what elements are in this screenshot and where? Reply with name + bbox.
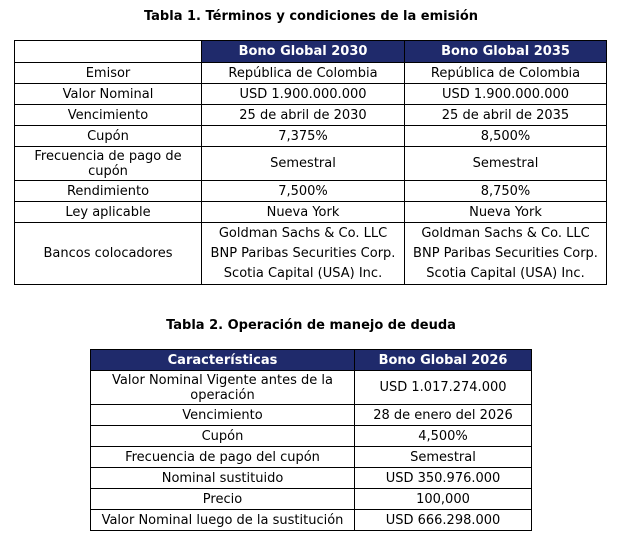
cell-frecuencia: Semestral [355, 447, 532, 468]
row-label-emisor: Emisor [15, 63, 202, 84]
cell-ley-aplicable-2035: Nueva York [405, 202, 607, 223]
table-row [15, 202, 607, 223]
row-label-cupon: Cupón [91, 426, 355, 447]
table2-header-bono-2026: Bono Global 2026 [355, 350, 532, 371]
cell-emisor-2035: República de Colombia [405, 63, 607, 84]
bank-name: BNP Paribas Securities Corp. [413, 245, 598, 261]
cell-vencimiento: 28 de enero del 2026 [355, 405, 532, 426]
cell-precio: 100,000 [355, 489, 532, 510]
bank-name: Goldman Sachs & Co. LLC [421, 225, 590, 241]
table-row [15, 105, 607, 126]
cell-cupon: 4,500% [355, 426, 532, 447]
table-row [91, 510, 532, 531]
cell-ley-aplicable-2030: Nueva York [202, 202, 405, 223]
cell-valor-nominal-2030: USD 1.900.000.000 [202, 84, 405, 105]
row-label-vencimiento: Vencimiento [15, 105, 202, 126]
cell-rendimiento-2035: 8,750% [405, 181, 607, 202]
table-row [91, 447, 532, 468]
cell-vencimiento-2035: 25 de abril de 2035 [405, 105, 607, 126]
table1-bond-terms [14, 40, 607, 285]
table1-header-bono-2035: Bono Global 2035 [405, 41, 607, 63]
row-label-precio: Precio [91, 489, 355, 510]
bank-name: Scotia Capital (USA) Inc. [223, 265, 383, 281]
bank-name: Goldman Sachs & Co. LLC [218, 225, 388, 241]
row-label-frecuencia: Frecuencia de pago de cupón [15, 147, 202, 181]
row-label-valor-nominal-luego: Valor Nominal luego de la sustitución [91, 510, 355, 531]
cell-valor-nominal-2035: USD 1.900.000.000 [405, 84, 607, 105]
cell-emisor-2030: República de Colombia [202, 63, 405, 84]
table-row [91, 371, 532, 405]
row-label-valor-nominal-vigente: Valor Nominal Vigente antes de la operación [91, 371, 355, 405]
table1-header-blank [15, 41, 202, 63]
table1-caption: Tabla 1. Términos y condiciones de la emisión [143, 9, 479, 24]
cell-valor-nominal-vigente: USD 1.017.274.000 [355, 371, 532, 405]
table2-debt-management [90, 349, 532, 531]
row-label-rendimiento: Rendimiento [15, 181, 202, 202]
row-label-valor-nominal: Valor Nominal [15, 84, 202, 105]
table-row [15, 63, 607, 84]
table-row [15, 126, 607, 147]
table2-caption: Tabla 2. Operación de manejo de deuda [166, 318, 456, 333]
cell-frecuencia-2030: Semestral [202, 147, 405, 181]
cell-frecuencia-2035: Semestral [405, 147, 607, 181]
row-label-frecuencia: Frecuencia de pago del cupón [91, 447, 355, 468]
bank-name: BNP Paribas Securities Corp. [210, 245, 396, 261]
cell-cupon-2030: 7,375% [202, 126, 405, 147]
cell-nominal-sustituido: USD 350.976.000 [355, 468, 532, 489]
row-label-cupon: Cupón [15, 126, 202, 147]
table-row [91, 489, 532, 510]
table-row [91, 426, 532, 447]
table2-header-caracteristicas: Características [91, 350, 355, 371]
row-label-bancos-colocadores: Bancos colocadores [15, 223, 202, 285]
row-label-ley-aplicable: Ley aplicable [15, 202, 202, 223]
table-row [15, 223, 607, 285]
cell-bancos-2030 [202, 223, 405, 285]
table-row [15, 84, 607, 105]
table1-header-bono-2030: Bono Global 2030 [202, 41, 405, 63]
cell-vencimiento-2030: 25 de abril de 2030 [202, 105, 405, 126]
row-label-nominal-sustituido: Nominal sustituido [91, 468, 355, 489]
table-row [91, 468, 532, 489]
table-row [91, 405, 532, 426]
cell-cupon-2035: 8,500% [405, 126, 607, 147]
cell-rendimiento-2030: 7,500% [202, 181, 405, 202]
bank-name: Scotia Capital (USA) Inc. [426, 265, 585, 281]
table-row [15, 181, 607, 202]
row-label-vencimiento: Vencimiento [91, 405, 355, 426]
table-row [15, 147, 607, 181]
cell-valor-nominal-luego: USD 666.298.000 [355, 510, 532, 531]
cell-bancos-2035 [405, 223, 607, 285]
